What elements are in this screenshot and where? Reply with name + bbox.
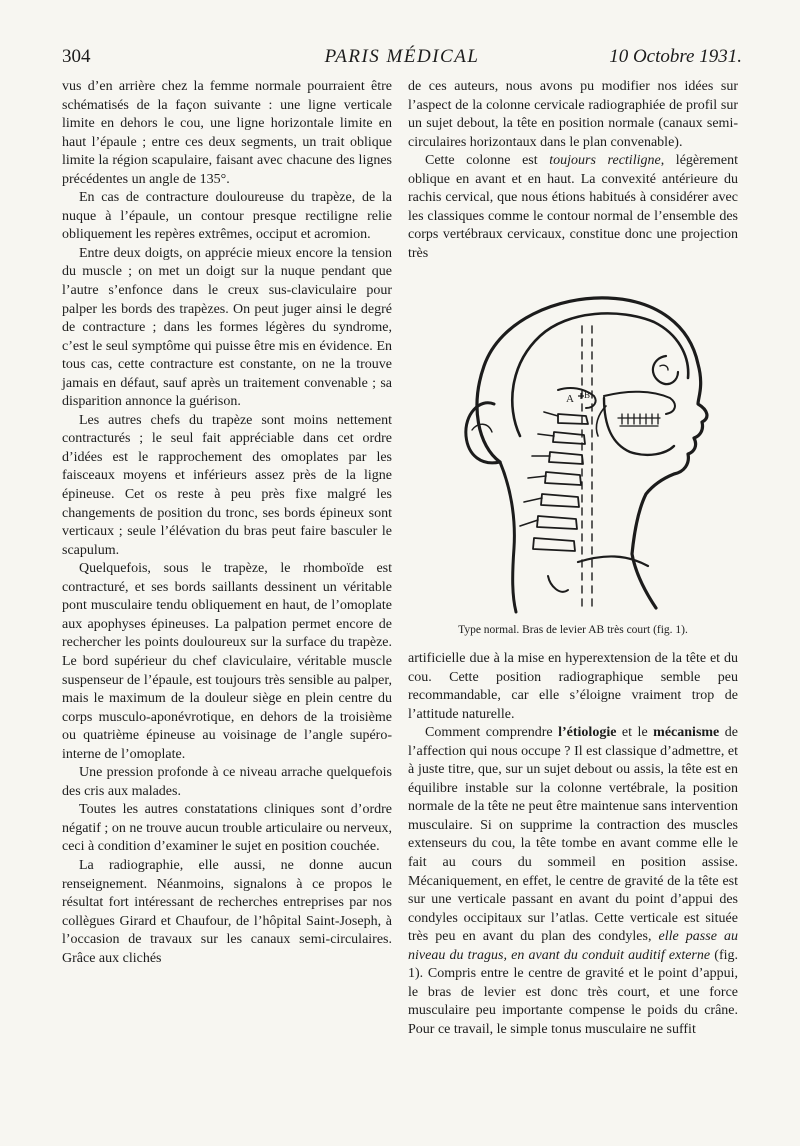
text-run: de ces auteurs, nous avons pu modifier nos idées sur l’aspect de la colonne cervicale radiographiée de profil sur un sujet debout, la tête en position normale (canaux semi-circulaires horizontaux dans le plan convenable). (408, 79, 738, 150)
journal-title: PARIS MÉDICAL (324, 46, 480, 67)
text-run: et le (616, 725, 654, 741)
paragraph (408, 650, 738, 724)
paragraph (62, 78, 392, 189)
italic-text: toujours rectiligne (549, 153, 661, 169)
paragraph (62, 189, 392, 245)
paragraph (62, 857, 392, 968)
issue-date: 10 Octobre 1931. (609, 46, 742, 67)
paragraph (62, 412, 392, 560)
paragraph (62, 560, 392, 764)
text-run: artificielle due à la mise en hyperextension de la tête et du cou. Cette position radiographique semble peu recommandable, car elle s’éloigne vraiment trop de l’attitude naturelle. (408, 651, 738, 722)
skull-cervical-spine-xray-icon (408, 286, 738, 616)
page-number: 304 (62, 46, 91, 67)
right-column-top (408, 78, 738, 263)
text-run: vus d’en arrière chez la femme normale pourraient être schématisés de la façon suivante : une ligne verticale limite en dehors le cou, une ligne horizontale limite en haut l’épaule ; entre ces deux segments, un trait oblique limite la région scapulaire, faisant avec chacune des lignes précédentes un angle de 135°. (62, 79, 392, 187)
text-run: Quelquefois, sous le trapèze, le rhomboïde est contracturé, et ses bords saillants dessinent un véritable pont musculaire tendu obliquement en haut, de l’omoplate aux apophyses épineuses. La palpation permet encore de rechercher les points douloureux sur la surface du trapèze. Le bord supérieur du chef claviculaire, véritable muscle suspenseur de l’épaule, est toujours très sensible au palper, mais le maximum de la douleur siège en plein centre du corps musculo-aponévrotique, en dehors de la troisième ou quatrième épineuse au voisinage de l’angle supéro-interne de l’omoplate. (62, 561, 392, 762)
paragraph (62, 245, 392, 412)
text-run: Une pression profonde à ce niveau arrache quelquefois des cris aux malades. (62, 765, 392, 799)
italic-text: elle passe au niveau du tragus, en avant du conduit auditif externe (408, 929, 738, 963)
text-run: Entre deux doigts, on apprécie mieux encore la tension du muscle ; on met un doigt sur la nuque pendant que l’autre s’enfonce dans le creux sus-claviculaire pour palper les bords des trapèzes. On peut juger ainsi le degré de contracture ; dans les formes légères du syndrome, c’est le seul symptôme qui puisse être mis en évidence. En tous cas, cette contracture est constante, on ne la trouve jamais en défaut, sauf après un traitement convenable ; sa disparition annonce la guérison. (62, 245, 392, 410)
paragraph (408, 78, 738, 152)
text-run: Comment comprendre (425, 725, 559, 741)
text-run: de l’affection qui nous occupe ? Il est classique d’admettre, et à juste titre, que, sur un sujet debout ou assis, la tête est en équilibre instable sur la colonne vertébrale, la position normale de la tête ne peut être maintenue sans intervention musculaire. Si on supprime la contraction des muscles extenseurs du cou, la tête tombe en avant comme elle le fait au cours du sommeil en position assise. Mécaniquement, en effet, le centre de gravité de la tête est sur une verticale passant en avant du point d’appui des condyles occipitaux sur l’atlas. Cette verticale est située très peu en avant du plan des condyles, (408, 725, 738, 945)
figure-1 (408, 286, 738, 616)
paragraph (408, 152, 738, 263)
paragraph (408, 724, 738, 1039)
text-run: Les autres chefs du trapèze sont moins nettement contracturés ; le seul fait appréciable dans cet ordre d’idées est le rapprochement des omoplates par les faisceaux moyens et inférieurs assez près de la ligne épineuse. Cet os reste à peu près fixe malgré les changements de position du tronc, ses bords épineux sont verticaux ; seule l’élévation du bras peut faire basculer le scapulum. (62, 412, 392, 558)
page-header (62, 46, 742, 68)
text-run: En cas de contracture douloureuse du trapèze, de la nuque à l’épaule, un contour presque rectiligne relie obliquement les repères extrêmes, occiput et acromion. (62, 190, 392, 243)
text-run: , légèrement oblique en avant et en haut. La convexité antérieure du rachis cervical, que nous étions habitués à considérer avec les classiques comme le contour normal de l’ensemble des corps vertébraux cervicaux, constitue donc une projection très (408, 153, 738, 261)
figure-caption: Type normal. Bras de levier AB très court (fig. 1). (458, 624, 688, 636)
point-a-label: A (566, 393, 574, 405)
text-run: Cette colonne est (425, 153, 550, 169)
text-run: La radiographie, elle aussi, ne donne aucun renseignement. Néanmoins, signalons à ce propos le résultat fort intéressant de recherches entreprises par nos collègues Girard et Chaufour, de l’hôpital Saint-Joseph, à l’occasion de travaux sur les canaux semi-circulaires. Grâce aux clichés (62, 857, 392, 966)
paragraph (62, 801, 392, 857)
bold-text: l’étiologie (558, 725, 617, 741)
paragraph (62, 764, 392, 801)
text-run: (fig. 1). Compris entre le centre de gravité et le point d’appui, le bras de levier est donc très court, et une force musculaire peu importante compense le poids du crâne. Pour ce travail, le simple tonus musculaire ne suffit (408, 947, 739, 1037)
bold-text: mécanisme (653, 725, 720, 741)
right-column-bottom (408, 650, 738, 1039)
left-column (62, 78, 392, 968)
point-b-label: B (584, 390, 591, 400)
text-run: Toutes les autres constatations cliniques sont d’ordre négatif ; on ne trouve aucun trouble articulaire ou nerveux, ceci à condition d’examiner le sujet en position couchée. (62, 802, 392, 855)
